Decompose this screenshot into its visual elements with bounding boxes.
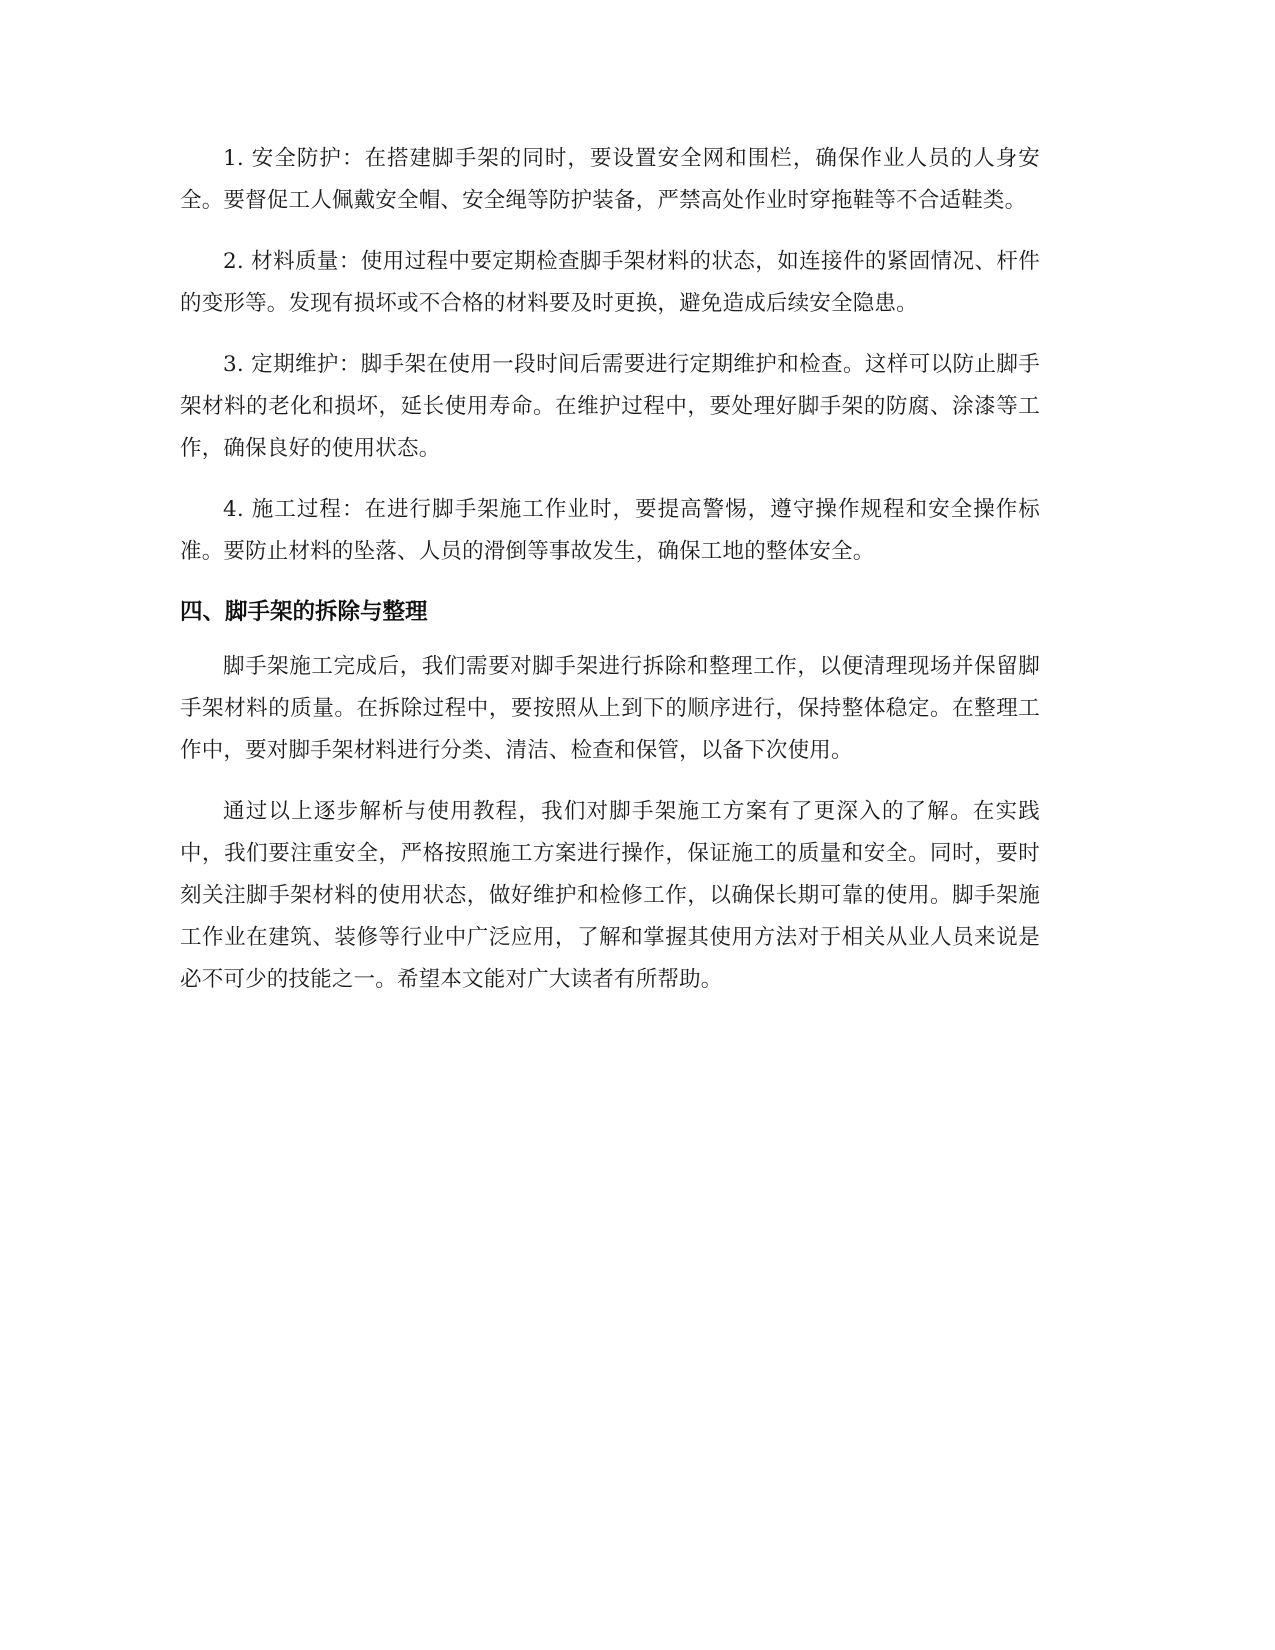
document-page [180,138,1040,1020]
paragraph-conclusion: 通过以上逐步解析与使用教程，我们对脚手架施工方案有了更深入的了解。在实践中，我们要注重安全，严格按照施工方案进行操作，保证施工的质量和安全。同时，要时刻关注脚手架材料的使用状态，做好维护和检修工作，以确保长期可靠的使用。脚手架施工作业在建筑、装修等行业中广泛应用，了解和掌握其使用方法对于相关从业人员来说是必不可少的技能之一。希望本文能对广大读者有所帮助。 [180,799,1040,992]
list-item-safety-protection: 1. 安全防护：在搭建脚手架的同时，要设置安全网和围栏，确保作业人员的人身安全。要督促工人佩戴安全帽、安全绳等防护装备，严禁高处作业时穿拖鞋等不合适鞋类。 [180,146,1040,213]
list-item-construction-process: 4. 施工过程：在进行脚手架施工作业时，要提高警惕，遵守操作规程和安全操作标准。要防止材料的坠落、人员的滑倒等事故发生，确保工地的整体安全。 [180,497,1040,564]
list-item-material-quality: 2. 材料质量：使用过程中要定期检查脚手架材料的状态，如连接件的紧固情况、杆件的变形等。发现有损坏或不合格的材料要及时更换，避免造成后续安全隐患。 [180,249,1040,316]
paragraph-dismantling: 脚手架施工完成后，我们需要对脚手架进行拆除和整理工作，以便清理现场并保留脚手架材料的质量。在拆除过程中，要按照从上到下的顺序进行，保持整体稳定。在整理工作中，要对脚手架材料进行分类、清洁、检查和保管，以备下次使用。 [180,654,1040,763]
section-heading: 四、脚手架的拆除与整理 [180,599,428,625]
list-item-regular-maintenance: 3. 定期维护：脚手架在使用一段时间后需要进行定期维护和检查。这样可以防止脚手架材料的老化和损坏，延长使用寿命。在维护过程中，要处理好脚手架的防腐、涂漆等工作，确保良好的使用状态。 [180,352,1040,461]
